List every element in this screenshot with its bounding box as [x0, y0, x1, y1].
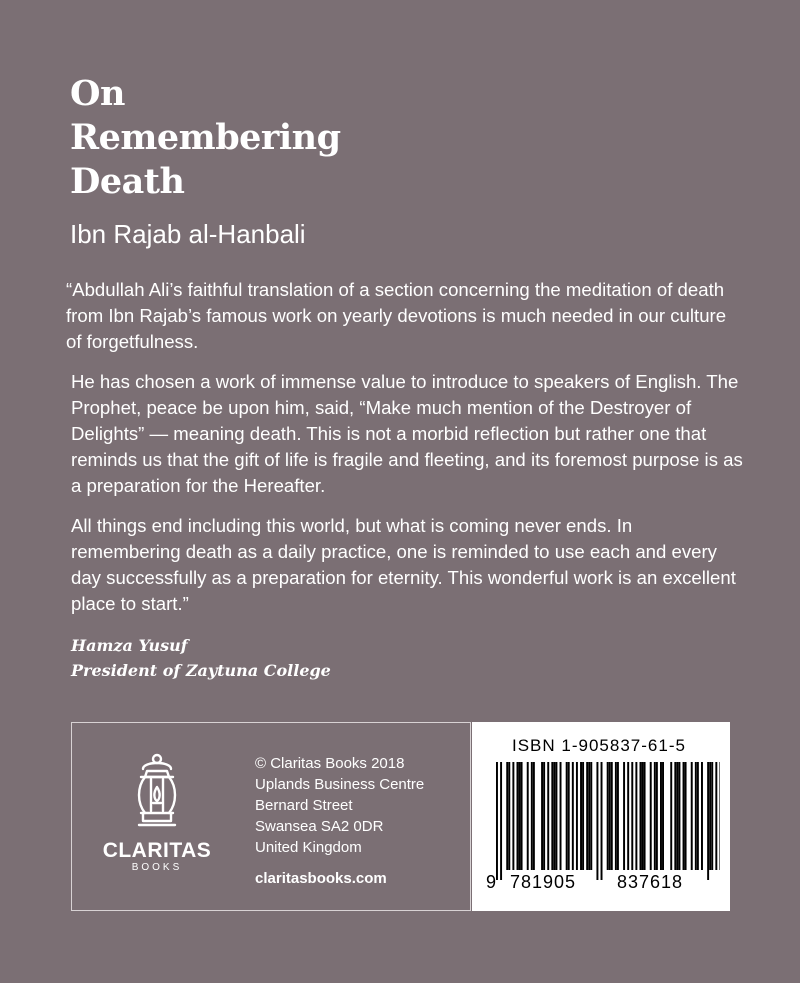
barcode-bar [685, 762, 687, 870]
barcode-bar [590, 762, 592, 870]
barcode-bar [541, 762, 543, 870]
barcode-bar [582, 762, 584, 870]
book-author: Ibn Rajab al-Hanbali [70, 219, 306, 249]
publisher-address [255, 753, 424, 889]
barcode-bar [568, 762, 570, 870]
barcode-left-digits: 781905 [510, 872, 577, 892]
barcode-bar [527, 762, 529, 870]
barcode-bar [711, 762, 713, 870]
barcode-bar [555, 762, 557, 870]
barcode-bar [631, 762, 633, 870]
barcode-bar [697, 762, 699, 870]
barcode-bar [531, 762, 533, 870]
barcode-bar [715, 762, 717, 870]
book-title-line-1: On [70, 73, 125, 114]
barcode-bar [662, 762, 664, 870]
book-title-line-3: Death [70, 161, 185, 202]
barcode-guard-bar [596, 762, 598, 880]
barcode-bar [650, 762, 652, 870]
barcode-guard-bar [496, 762, 498, 880]
barcode-bar [508, 762, 510, 870]
barcode-bar [617, 762, 619, 870]
barcode-bar [560, 762, 562, 870]
barcode-bar [642, 762, 644, 870]
barcode-bar [640, 762, 642, 870]
publisher-website: claritasbooks.com [255, 870, 387, 887]
quote-paragraph-2: He has chosen a work of immense value to introduce to speakers of English. The Prophet, peace be upon him, said, “Make much mention of the Destroyer of Delights” — meaning death. This is not a morbid reflection but rather one that reminds us that the gift of life is fragile and fleeting, and its foremost purpose is as a preparation for the Hereafter. [71, 371, 743, 496]
barcode-bar [644, 762, 646, 870]
barcode-bar [674, 762, 676, 870]
barcode-bar [670, 762, 672, 870]
barcode-bar [695, 762, 697, 870]
barcode-bar [691, 762, 693, 870]
barcode-bar [719, 762, 720, 870]
barcode-bar [533, 762, 535, 870]
address-line-3: Swansea SA2 0DR [255, 818, 384, 835]
barcode-box [472, 722, 730, 911]
barcode-bar [635, 762, 637, 870]
barcode-bar [521, 762, 523, 870]
barcode-bar [566, 762, 568, 870]
barcode-bar [623, 762, 625, 870]
endorsement-quote [66, 277, 746, 631]
attribution-title: President of Zaytuna College [71, 661, 331, 680]
barcode-bar [576, 762, 578, 870]
barcode-bar [627, 762, 629, 870]
barcode-bar [678, 762, 680, 870]
barcode-bar [683, 762, 685, 870]
barcode-bar [615, 762, 617, 870]
barcode-bar [517, 762, 519, 870]
publisher-logo-sub: BOOKS [131, 862, 183, 873]
barcode-bar [580, 762, 582, 870]
barcode-bar [551, 762, 553, 870]
barcode-guard-bar [601, 762, 603, 880]
barcode-bar [512, 762, 514, 870]
barcode-bar [656, 762, 658, 870]
publisher-box [71, 722, 471, 911]
barcode-bar [543, 762, 545, 870]
barcode-bar [709, 762, 711, 870]
barcode-bar [588, 762, 590, 870]
barcode-right-digits: 837618 [617, 872, 684, 892]
publisher-logo [102, 753, 212, 873]
barcode-bar [676, 762, 678, 870]
publisher-logo-name: CLARITAS [102, 839, 212, 862]
barcode-guard-bar [500, 762, 502, 880]
cover-title-block [70, 72, 670, 250]
barcode-guard-bar [707, 762, 709, 880]
isbn-label: ISBN 1-905837-61-5 [512, 736, 686, 755]
barcode-bar [607, 762, 609, 870]
barcode-bar [553, 762, 555, 870]
barcode-bar [611, 762, 613, 870]
barcode-bars [486, 762, 720, 880]
barcode-bar [572, 762, 574, 870]
barcode-bar [701, 762, 703, 870]
barcode-first-digit: 9 [486, 872, 498, 892]
quote-paragraph-3: All things end including this world, but what is coming never ends. In remembering death as a daily practice, one is reminded to use each and every day successfully as a preparation for eternity. This wonderful work is an excellent place to start.” [71, 515, 736, 614]
lantern-icon [127, 753, 187, 833]
address-line-2: Bernard Street [255, 797, 353, 814]
barcode-bar [660, 762, 662, 870]
address-line-1: Uplands Business Centre [255, 776, 425, 793]
copyright-line: © Claritas Books 2018 [255, 755, 405, 772]
barcode-bar [586, 762, 588, 870]
barcode-bar [609, 762, 611, 870]
address-line-4: United Kingdom [255, 839, 362, 856]
barcode-bar [506, 762, 508, 870]
book-title-line-2: Remembering [70, 117, 341, 158]
quote-paragraph-1: “Abdullah Ali’s faithful translation of a section concerning the meditation of death from Ibn Rajab’s famous work on yearly devotions is much needed in our culture of forgetfulness. [66, 279, 727, 352]
barcode-bar [519, 762, 521, 870]
barcode-bar [654, 762, 656, 870]
attribution-name: Hamza Yusuf [71, 636, 188, 655]
barcode-bar [547, 762, 549, 870]
endorsement-attribution [71, 633, 331, 683]
